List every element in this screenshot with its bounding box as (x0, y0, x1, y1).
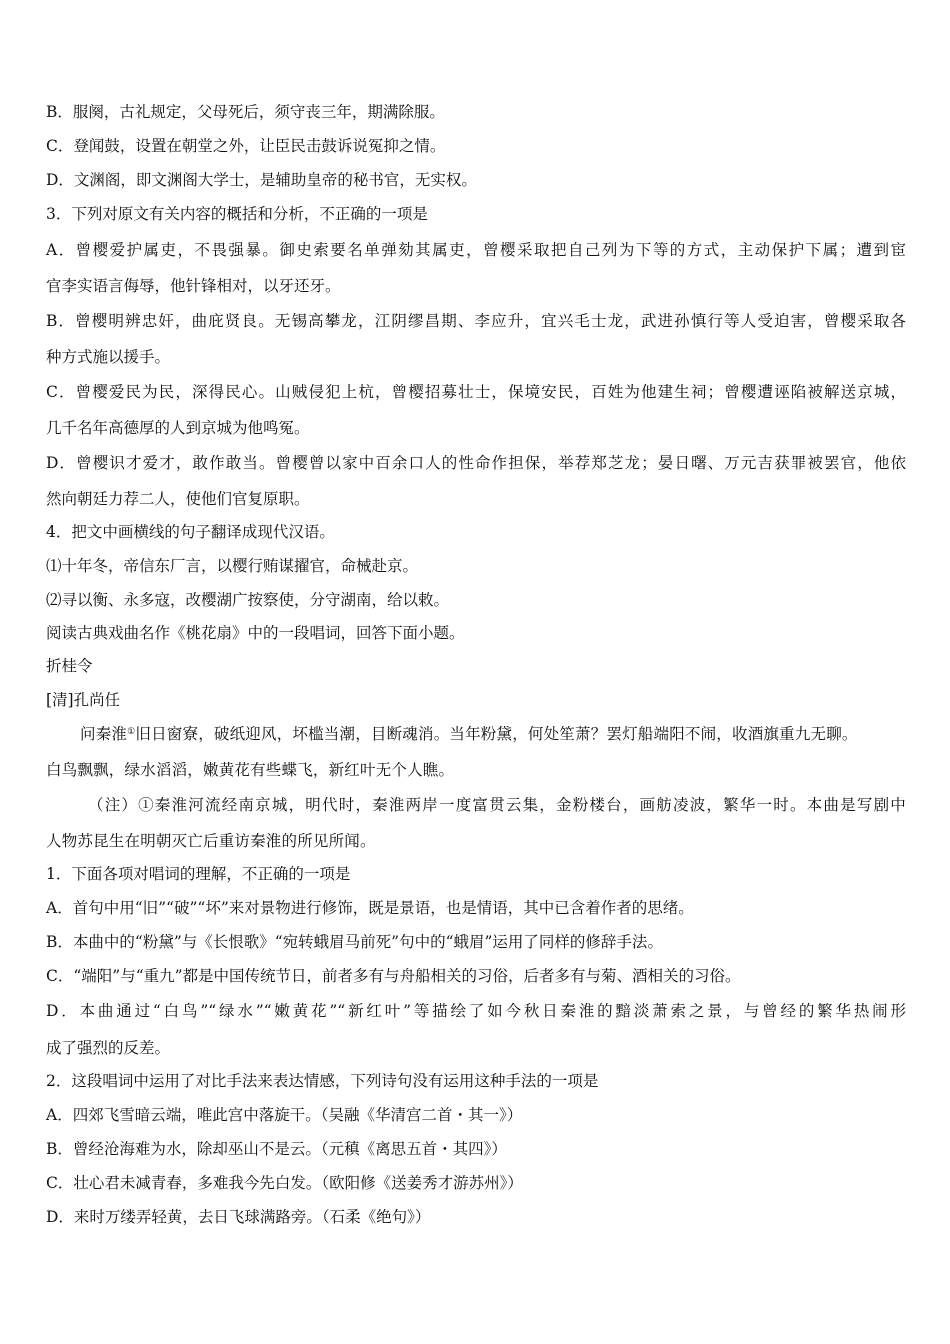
q3-option-d-line1: D．曾樱识才爱才，敢作敢当。曾樱曾以家中百余口人的性命作担保，举荐郑芝龙；晏日曙、万元吉获罪被罢官，他依 (46, 454, 906, 472)
q1-option-b: B．本曲中的“粉黛”与《长恨歌》“宛转蛾眉马前死”句中的“蛾眉”运用了同样的修辞手法。 (46, 933, 663, 951)
poem-title: 折桂令 (46, 657, 93, 675)
q1-option-d-line1: D．本曲通过“白鸟”“绿水”“嫩黄花”“新红叶”等描绘了如今秋日秦淮的黯淡萧索之景，与曾经的繁华热闹形 (46, 1002, 906, 1020)
poem-line-1 (80, 724, 906, 744)
poem-line-2: 白鸟飘飘，绿水滔滔，嫩黄花有些蝶飞，新红叶无个人瞧。 (46, 761, 455, 779)
q2-option-a: A．四郊飞雪暗云端，唯此宫中落旋干。（吴融《华清宫二首・其一》） (46, 1106, 523, 1124)
poem-author: [清]孔尚任 (46, 691, 121, 709)
q3-option-b-line2: 种方式施以援手。 (46, 348, 171, 366)
q2-option-d: D．来时万缕弄轻黄，去日飞球满路旁。（石柔《绝句》） (46, 1208, 431, 1226)
question-1: 1．下面各项对唱词的理解，不正确的一项是 (46, 865, 351, 883)
q1-option-c: C．“端阳”与“重九”都是中国传统节日，前者多有与舟船相关的习俗，后者多有与菊、酒相关的习俗。 (46, 967, 741, 985)
footnote-mark: ① (127, 727, 136, 737)
q3-option-a-line2: 官李实语言侮辱，他针锋相对，以牙还牙。 (46, 277, 341, 295)
q4-sentence-1: ⑴十年冬，帝信东厂言，以樱行贿谋擢官，命械赴京。 (46, 557, 419, 575)
q1-option-d-line2: 成了强烈的反差。 (46, 1039, 171, 1057)
question-4: 4．把文中画横线的句子翻译成现代汉语。 (46, 523, 335, 541)
q3-option-c-line1: C．曾樱爱民为民，深得民心。山贼侵犯上杭，曾樱招募壮士，保境安民，百姓为他建生祠；曾樱遭诬陷被解送京城， (46, 383, 906, 401)
question-2: 2．这段唱词中运用了对比手法来表达情感，下列诗句没有运用这种手法的一项是 (46, 1072, 599, 1090)
poem-line-1-rest: 旧日窗寮，破纸迎风，坏槛当潮，目断魂消。当年粉黛，何处笙萧？罢灯船端阳不闹，收酒旗重九无聊。 (135, 725, 858, 743)
q3-option-d-line2: 然向朝廷力荐二人，使他们官复原职。 (46, 490, 310, 508)
option-c-line: C．登闻鼓，设置在朝堂之外，让臣民击鼓诉说冤抑之情。 (46, 137, 446, 155)
reading-intro: 阅读古典戏曲名作《桃花扇》中的一段唱词，回答下面小题。 (46, 624, 465, 642)
question-3: 3．下列对原文有关内容的概括和分析，不正确的一项是 (46, 205, 428, 223)
q4-sentence-2: ⑵寻以衡、永多寇，改樱湖广按察使，分守湖南，给以敕。 (46, 591, 450, 609)
q2-option-c: C．壮心君未减青春，多难我今先白发。（欧阳修《送姜秀才游苏州》） (46, 1174, 523, 1192)
option-d-line: D．文渊阁，即文渊阁大学士，是辅助皇帝的秘书官，无实权。 (46, 171, 477, 189)
poem-note-line1: （注）①秦淮河流经南京城，明代时，秦淮两岸一度富贯云集，金粉楼台，画舫凌波，繁华一时。本曲是写剧中 (88, 796, 906, 814)
poem-note-line2: 人物苏昆生在明朝灭亡后重访秦淮的所见所闻。 (46, 832, 376, 850)
q3-option-b-line1: B．曾樱明辨忠奸，曲庇贤良。无锡高攀龙，江阴缪昌期、李应升，宜兴毛士龙，武进孙慎行等人受迫害，曾樱采取各 (46, 312, 906, 330)
q3-option-a-line1: A．曾樱爱护属吏，不畏强暴。御史索要名单弹劾其属吏，曾樱采取把自己列为下等的方式，主动保护下属；遭到宦 (46, 241, 906, 259)
q1-option-a: A．首句中用“旧”“破”“坏”来对景物进行修饰，既是景语，也是情语，其中已含着作者的思绪。 (46, 899, 694, 917)
q3-option-c-line2: 几千名年高德厚的人到京城为他鸣冤。 (46, 419, 310, 437)
q2-option-b: B．曾经沧海难为水，除却巫山不是云。（元稹《离思五首・其四》） (46, 1140, 507, 1158)
option-b-line: B．服阕，古礼规定，父母死后，须守丧三年，期满除服。 (46, 103, 445, 121)
poem-line-1-start: 问秦淮 (80, 725, 128, 743)
